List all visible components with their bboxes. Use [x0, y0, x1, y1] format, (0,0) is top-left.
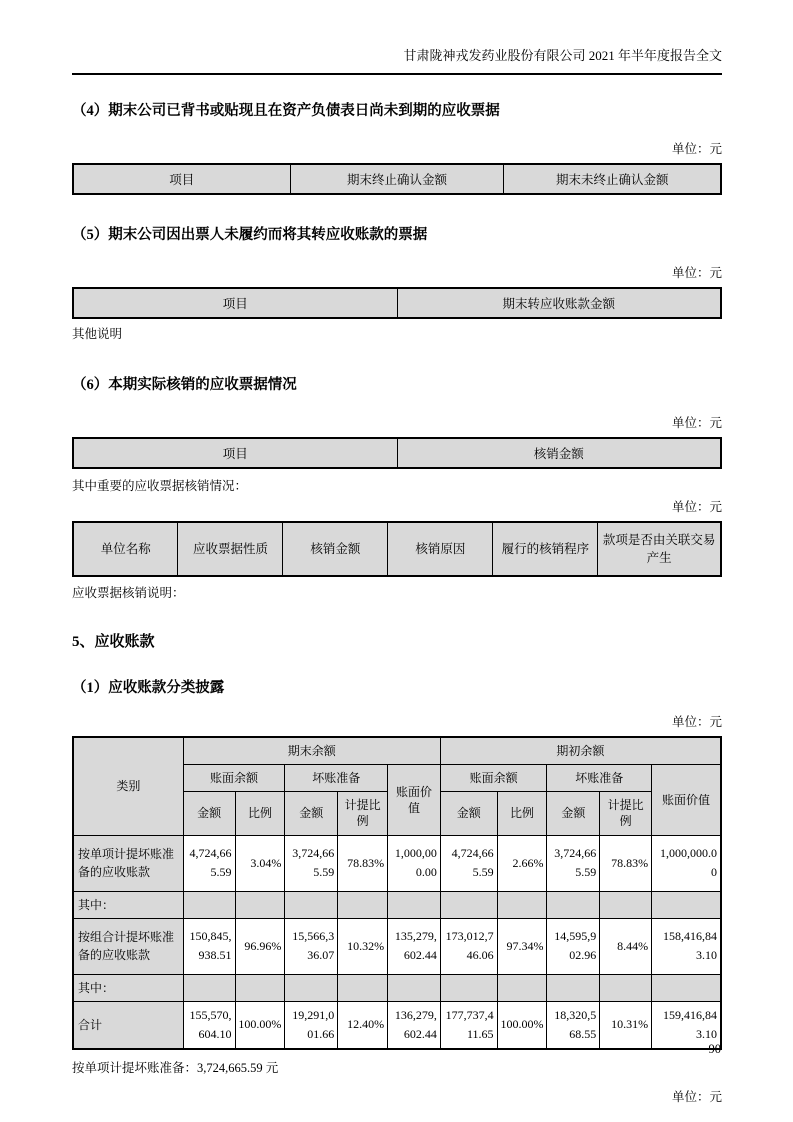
header-unit-name: 单位名称: [73, 522, 178, 576]
ar-classification-table: [72, 736, 722, 1050]
header-end-derecognized-amount: 期末终止确认金额: [290, 164, 504, 194]
empty-cell: [388, 891, 441, 918]
amount-cell: 18,320,568.55: [547, 1001, 600, 1049]
table-header-row: [73, 438, 721, 468]
report-header-title: 甘肃陇神戎发药业股份有限公司 2021 年半年度报告全文: [72, 46, 722, 75]
ratio-cell: 97.34%: [497, 918, 547, 974]
header-writeoff-amount: 核销金额: [397, 438, 721, 468]
header-period-end: 期末余额: [183, 737, 440, 764]
table-row-total: [73, 1001, 721, 1049]
section4-heading: （4）期末公司已背书或贴现且在资产负债表日尚未到期的应收票据: [72, 103, 500, 119]
provision-ratio-cell: 8.44%: [600, 918, 652, 974]
table-row: [73, 891, 721, 918]
header-related-transaction: 款项是否由关联交易产生: [598, 522, 721, 576]
ratio-cell: 100.00%: [497, 1001, 547, 1049]
empty-cell: [497, 891, 547, 918]
header-book-balance: 账面余额: [183, 764, 285, 791]
provision-ratio-cell: 78.83%: [600, 835, 652, 891]
category-cell: 按单项计提坏账准备的应收账款: [73, 835, 183, 891]
empty-cell: [600, 891, 652, 918]
amount-cell: 15,566,336.07: [285, 918, 338, 974]
unit-label: 单位：元: [671, 715, 722, 729]
carrying-value-cell: 1,000,000.00: [652, 835, 721, 891]
header-book-balance: 账面余额: [440, 764, 547, 791]
empty-cell: [652, 974, 721, 1001]
header-amount: 金额: [183, 791, 235, 835]
empty-cell: [285, 974, 338, 1001]
empty-cell: [652, 891, 721, 918]
empty-cell: [338, 974, 388, 1001]
empty-cell: [338, 891, 388, 918]
amount-cell: 4,724,665.59: [183, 835, 235, 891]
unit-label: 单位：元: [671, 500, 722, 514]
category-cell: 按组合计提坏账准备的应收账款: [73, 918, 183, 974]
provision-ratio-cell: 10.31%: [600, 1001, 652, 1049]
category-cell: 其中：: [73, 974, 183, 1001]
unit-label: 单位：元: [671, 416, 722, 430]
writeoff-summary-table: [72, 437, 722, 469]
section6-heading: （6）本期实际核销的应收票据情况: [72, 377, 297, 393]
amount-cell: 19,291,001.66: [285, 1001, 338, 1049]
header-item: 项目: [73, 288, 397, 318]
category-cell: 其中：: [73, 891, 183, 918]
empty-cell: [183, 891, 235, 918]
amount-cell: 173,012,746.06: [440, 918, 497, 974]
header-provision-ratio: 计提比例: [338, 791, 388, 835]
header-item: 项目: [73, 438, 397, 468]
header-ratio: 比例: [235, 791, 285, 835]
header-item: 项目: [73, 164, 290, 194]
endorsed-notes-table: [72, 163, 722, 195]
ratio-cell: 2.66%: [497, 835, 547, 891]
carrying-value-cell: 135,279,602.44: [388, 918, 441, 974]
header-category: 类别: [73, 737, 183, 835]
ratio-cell: 3.04%: [235, 835, 285, 891]
transferred-notes-table: [72, 287, 722, 319]
header-period-begin: 期初余额: [440, 737, 721, 764]
ar-section-heading: 5、应收账款: [72, 634, 155, 650]
table-row: [73, 974, 721, 1001]
writeoff-note: 应收票据核销说明：: [72, 586, 185, 600]
header-bad-debt: 坏账准备: [547, 764, 652, 791]
header-amount: 金额: [440, 791, 497, 835]
empty-cell: [440, 974, 497, 1001]
header-ratio: 比例: [497, 791, 547, 835]
ratio-cell: 100.00%: [235, 1001, 285, 1049]
empty-cell: [547, 891, 600, 918]
empty-cell: [547, 974, 600, 1001]
empty-cell: [388, 974, 441, 1001]
empty-cell: [235, 891, 285, 918]
header-carrying-value: 账面价值: [388, 764, 441, 835]
amount-cell: 3,724,665.59: [547, 835, 600, 891]
provision-ratio-cell: 78.83%: [338, 835, 388, 891]
amount-cell: 4,724,665.59: [440, 835, 497, 891]
table-row: [73, 918, 721, 974]
carrying-value-cell: 159,416,843.10: [652, 1001, 721, 1049]
provision-ratio-cell: 12.40%: [338, 1001, 388, 1049]
provision-ratio-cell: 10.32%: [338, 918, 388, 974]
header-end-not-derecognized-amount: 期末未终止确认金额: [504, 164, 721, 194]
header-amount: 金额: [547, 791, 600, 835]
empty-cell: [235, 974, 285, 1001]
empty-cell: [600, 974, 652, 1001]
individual-provision-footnote: 按单项计提坏账准备：3,724,665.59 元: [72, 1061, 279, 1075]
header-writeoff-procedure: 履行的核销程序: [493, 522, 598, 576]
writeoff-detail-table: [72, 521, 722, 577]
table-header-row: [73, 288, 721, 318]
other-note: 其他说明: [72, 327, 123, 341]
empty-cell: [497, 974, 547, 1001]
header-transferred-amount: 期末转应收账款金额: [397, 288, 721, 318]
table-header-row: [73, 164, 721, 194]
category-cell: 合计: [73, 1001, 183, 1049]
header-carrying-value: 账面价值: [652, 764, 721, 835]
header-note-nature: 应收票据性质: [178, 522, 283, 576]
header-amount: 金额: [285, 791, 338, 835]
table-row: [73, 835, 721, 891]
important-writeoff-note: 其中重要的应收票据核销情况：: [72, 479, 248, 493]
carrying-value-cell: 136,279,602.44: [388, 1001, 441, 1049]
header-writeoff-amount: 核销金额: [283, 522, 388, 576]
table-header-row: [73, 522, 721, 576]
carrying-value-cell: 1,000,000.00: [388, 835, 441, 891]
amount-cell: 14,595,902.96: [547, 918, 600, 974]
carrying-value-cell: 158,416,843.10: [652, 918, 721, 974]
header-bad-debt: 坏账准备: [285, 764, 388, 791]
unit-label: 单位：元: [671, 142, 722, 156]
ar-classification-heading: （1）应收账款分类披露: [72, 680, 225, 696]
amount-cell: 177,737,411.65: [440, 1001, 497, 1049]
header-provision-ratio: 计提比例: [600, 791, 652, 835]
section5-heading: （5）期末公司因出票人未履约而将其转应收账款的票据: [72, 227, 428, 243]
unit-label: 单位：元: [671, 266, 722, 280]
page-number: 90: [708, 1042, 721, 1056]
amount-cell: 155,570,604.10: [183, 1001, 235, 1049]
table-header-row: [73, 737, 721, 764]
empty-cell: [440, 891, 497, 918]
amount-cell: 3,724,665.59: [285, 835, 338, 891]
amount-cell: 150,845,938.51: [183, 918, 235, 974]
empty-cell: [285, 891, 338, 918]
ratio-cell: 96.96%: [235, 918, 285, 974]
header-writeoff-reason: 核销原因: [388, 522, 493, 576]
unit-label: 单位：元: [671, 1090, 722, 1104]
empty-cell: [183, 974, 235, 1001]
